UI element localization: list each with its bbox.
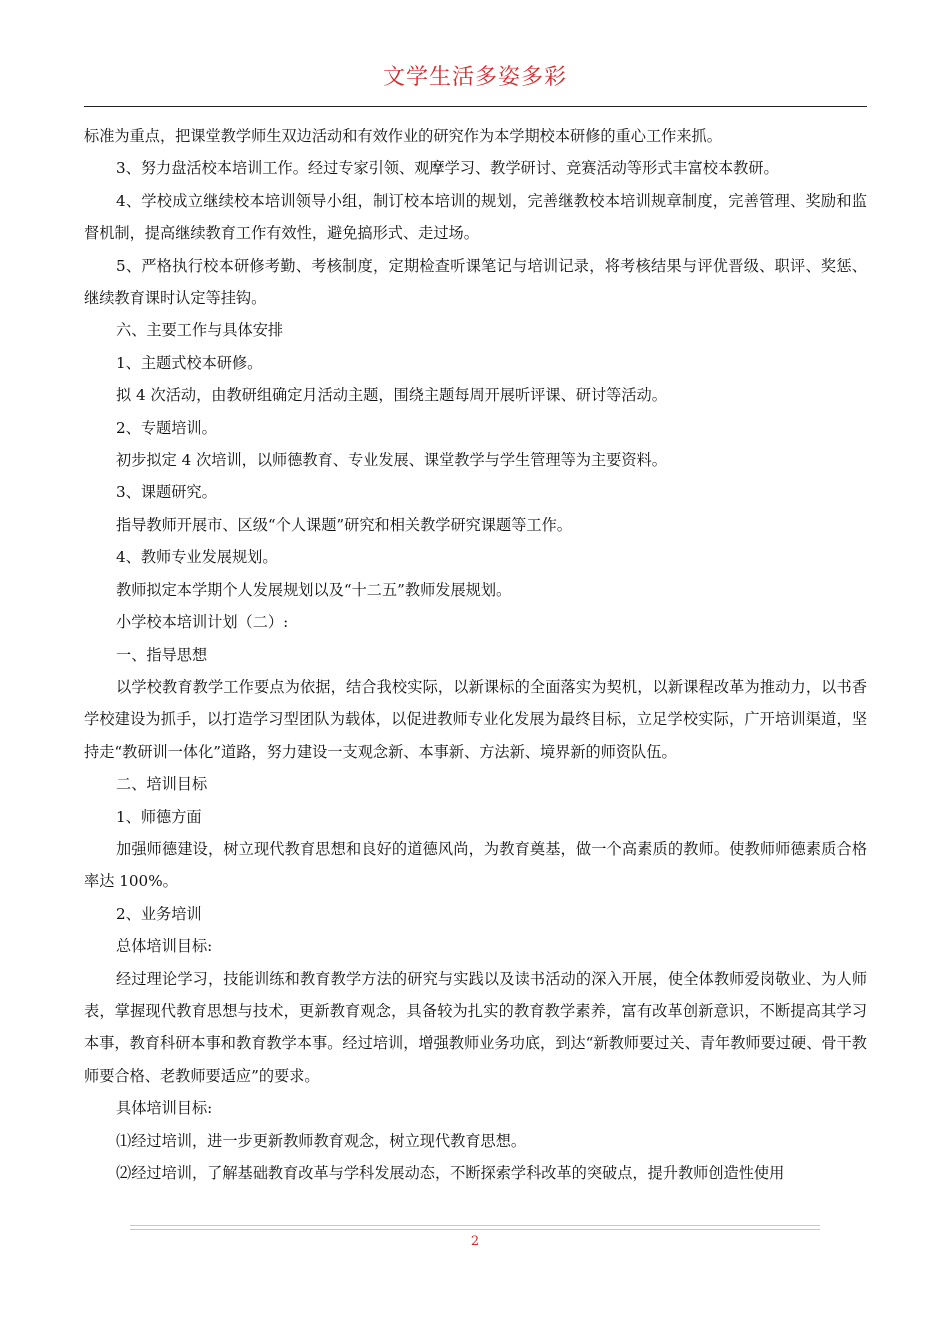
document-body xyxy=(84,120,867,1189)
paragraph: 2、业务培训 xyxy=(116,904,202,923)
paragraph: 拟 4 次活动，由教研组确定月活动主题，围绕主题每周开展听评课、研讨等活动。 xyxy=(116,386,667,405)
paragraph: 以学校教育教学工作要点为依据，结合我校实际，以新课标的全面落实为契机，以新课程改革为推动力，以书香学校建设为抓手，以打造学习型团队为载体，以促进教师专业化发展为最终目标，立足学校实际，广开培训渠道，坚持走“教研训一体化”道路，努力建设一支观念新、本事新、方法新、境界新的师资队伍。 xyxy=(84,677,867,761)
page-header-title: 文学生活多姿多彩 xyxy=(382,65,567,90)
paragraph: 具体培训目标: xyxy=(116,1099,213,1118)
paragraph: 4、学校成立继续校本培训领导小组，制订校本培训的规划，完善继教校本培训规章制度，完善管理、奖励和监督机制，提高继续教育工作有效性，避免搞形式、走过场。 xyxy=(84,191,867,243)
paragraph: 加强师德建设，树立现代教育思想和良好的道德风尚，为教育奠基，做一个高素质的教师。使教师师德素质合格率达 100%。 xyxy=(84,839,867,891)
paragraph: 六、主要工作与具体安排 xyxy=(116,321,284,340)
paragraph: 小学校本培训计划（二）: xyxy=(116,613,289,632)
header-divider xyxy=(84,106,867,107)
paragraph: ⑵经过培训，了解基础教育改革与学科发展动态，不断探索学科改革的突破点，提升教师创造性使用 xyxy=(116,1164,785,1182)
paragraph: ⑴经过培训，进一步更新教师教育观念，树立现代教育思想。 xyxy=(116,1131,527,1150)
paragraph: 2、专题培训。 xyxy=(116,418,217,437)
paragraph: 一、指导思想 xyxy=(116,645,208,664)
paragraph: 教师拟定本学期个人发展规划以及“十二五”教师发展规划。 xyxy=(116,580,512,599)
paragraph: 3、课题研究。 xyxy=(116,483,217,502)
paragraph: 4、教师专业发展规划。 xyxy=(116,548,278,567)
paragraph: 1、主题式校本研修。 xyxy=(116,353,263,372)
paragraph: 指导教师开展市、区级“个人课题”研究和相关教学研究课题等工作。 xyxy=(116,515,572,534)
paragraph: 二、培训目标 xyxy=(116,775,208,794)
paragraph: 1、师德方面 xyxy=(116,807,202,826)
paragraph: 3、努力盘活校本培训工作。经过专家引领、观摩学习、教学研讨、竞赛活动等形式丰富校本教研。 xyxy=(116,159,779,178)
paragraph: 标准为重点，把课堂教学师生双边活动和有效作业的研究作为本学期校本研修的重心工作来抓。 xyxy=(84,127,722,145)
footer-divider xyxy=(130,1225,820,1230)
paragraph: 经过理论学习，技能训练和教育教学方法的研究与实践以及读书活动的深入开展，使全体教师爱岗敬业、为人师表，掌握现代教育思想与技术，更新教育观念，具备较为扎实的教育教学素养，富有改革创新意识，不断提高其学习本事，教育科研本事和教育教学本事。经过培训，增强教师业务功底，到达“新教师要过关、青年教师要过硬、骨干教师要合格、老教师要适应”的要求。 xyxy=(84,969,867,1085)
paragraph: 5、严格执行校本研修考勤、考核制度，定期检查听课笔记与培训记录，将考核结果与评优晋级、职评、奖惩、继续教育课时认定等挂钩。 xyxy=(84,256,867,308)
page-number: 2 xyxy=(470,1234,480,1249)
paragraph: 总体培训目标: xyxy=(116,937,213,956)
paragraph: 初步拟定 4 次培训，以师德教育、专业发展、课堂教学与学生管理等为主要资料。 xyxy=(116,451,667,470)
